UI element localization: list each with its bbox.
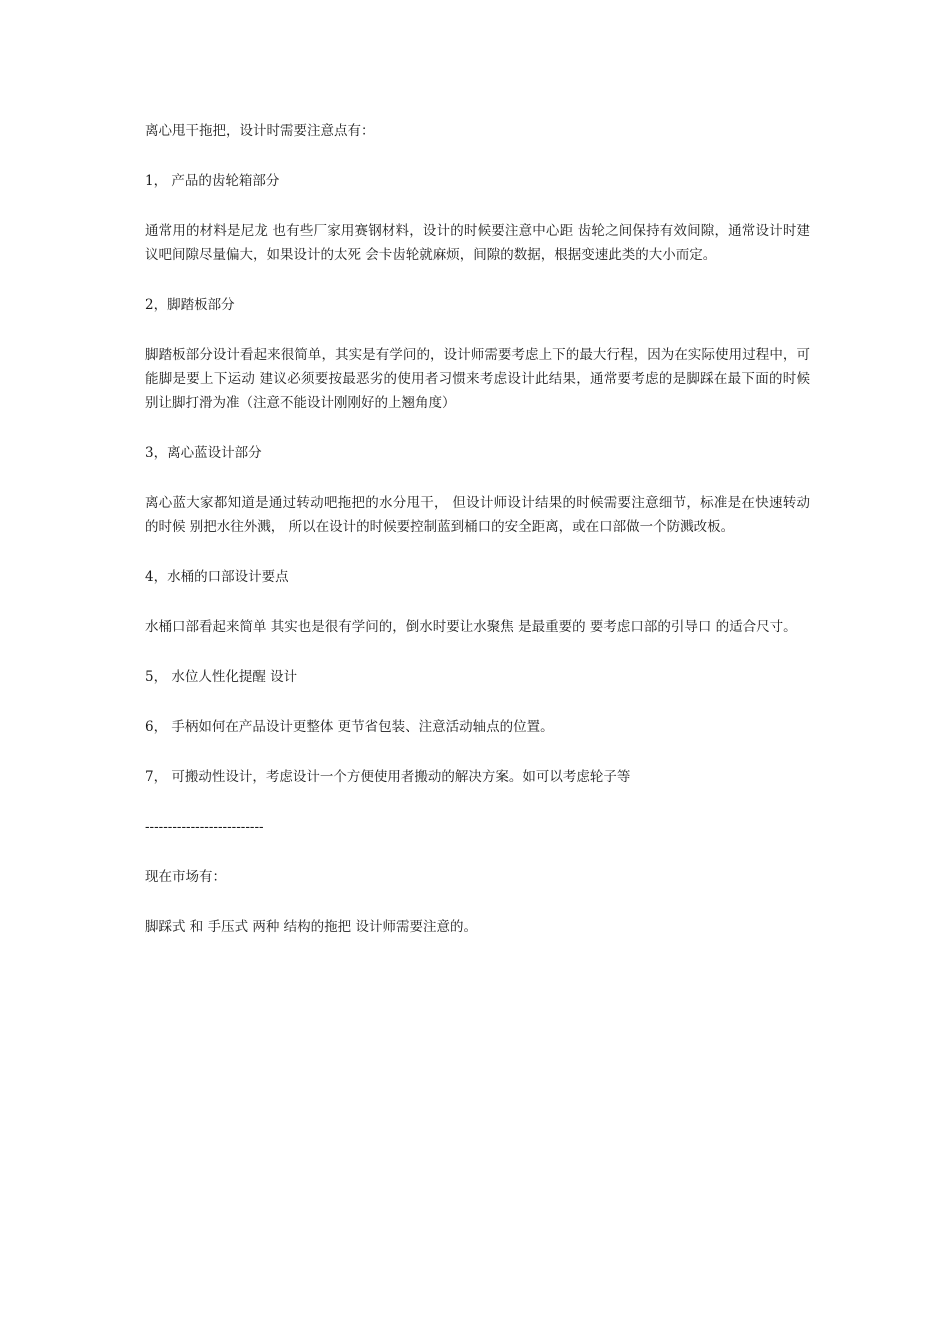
section-3-heading: 3，离心蓝设计部分 (145, 445, 262, 461)
intro-line: 离心甩干拖把，设计时需要注意点有： (145, 123, 375, 139)
item-7: 7， 可搬动性设计，考虑设计一个方便使用者搬动的解决方案。如可以考虑轮子等 (145, 769, 631, 785)
section-3-body: 离心蓝大家都知道是通过转动吧拖把的水分甩干， 但设计师设计结果的时候需要注意细节，标准是在快速转动的时候 别把水往外溅， 所以在设计的时候要控制蓝到桶口的安全距离，或在口部做一个防溅改板。 (145, 495, 810, 535)
item-6: 6， 手柄如何在产品设计更整体 更节省包装、注意活动轴点的位置。 (145, 719, 554, 735)
section-1-heading: 1， 产品的齿轮箱部分 (145, 173, 280, 189)
market-heading: 现在市场有： (145, 869, 226, 885)
section-2-body: 脚踏板部分设计看起来很简单，其实是有学问的，设计师需要考虑上下的最大行程，因为在实际使用过程中，可能脚是要上下运动 建议必须要按最恶劣的使用者习惯来考虑设计此结果，通常要考虑的是脚踩在最下面的时候别让脚打滑为准（注意不能设计刚刚好的上翘角度） (145, 347, 810, 411)
item-5: 5， 水位人性化提醒 设计 (145, 669, 298, 685)
section-2-heading: 2，脚踏板部分 (145, 297, 235, 313)
market-body: 脚踩式 和 手压式 两种 结构的拖把 设计师需要注意的。 (145, 919, 477, 935)
divider-line: -------------------------- (145, 819, 264, 835)
section-4-heading: 4，水桶的口部设计要点 (145, 569, 289, 585)
document-page (145, 119, 810, 965)
section-4-body: 水桶口部看起来简单 其实也是很有学问的，倒水时要让水聚焦 是最重要的 要考虑口部的引导口 的适合尺寸。 (145, 619, 797, 635)
section-1-body: 通常用的材料是尼龙 也有些厂家用赛钢材料，设计的时候要注意中心距 齿轮之间保持有效间隙，通常设计时建议吧间隙尽量偏大，如果设计的太死 会卡齿轮就麻烦，间隙的数据，根据变速此类的大小而定。 (145, 223, 810, 263)
